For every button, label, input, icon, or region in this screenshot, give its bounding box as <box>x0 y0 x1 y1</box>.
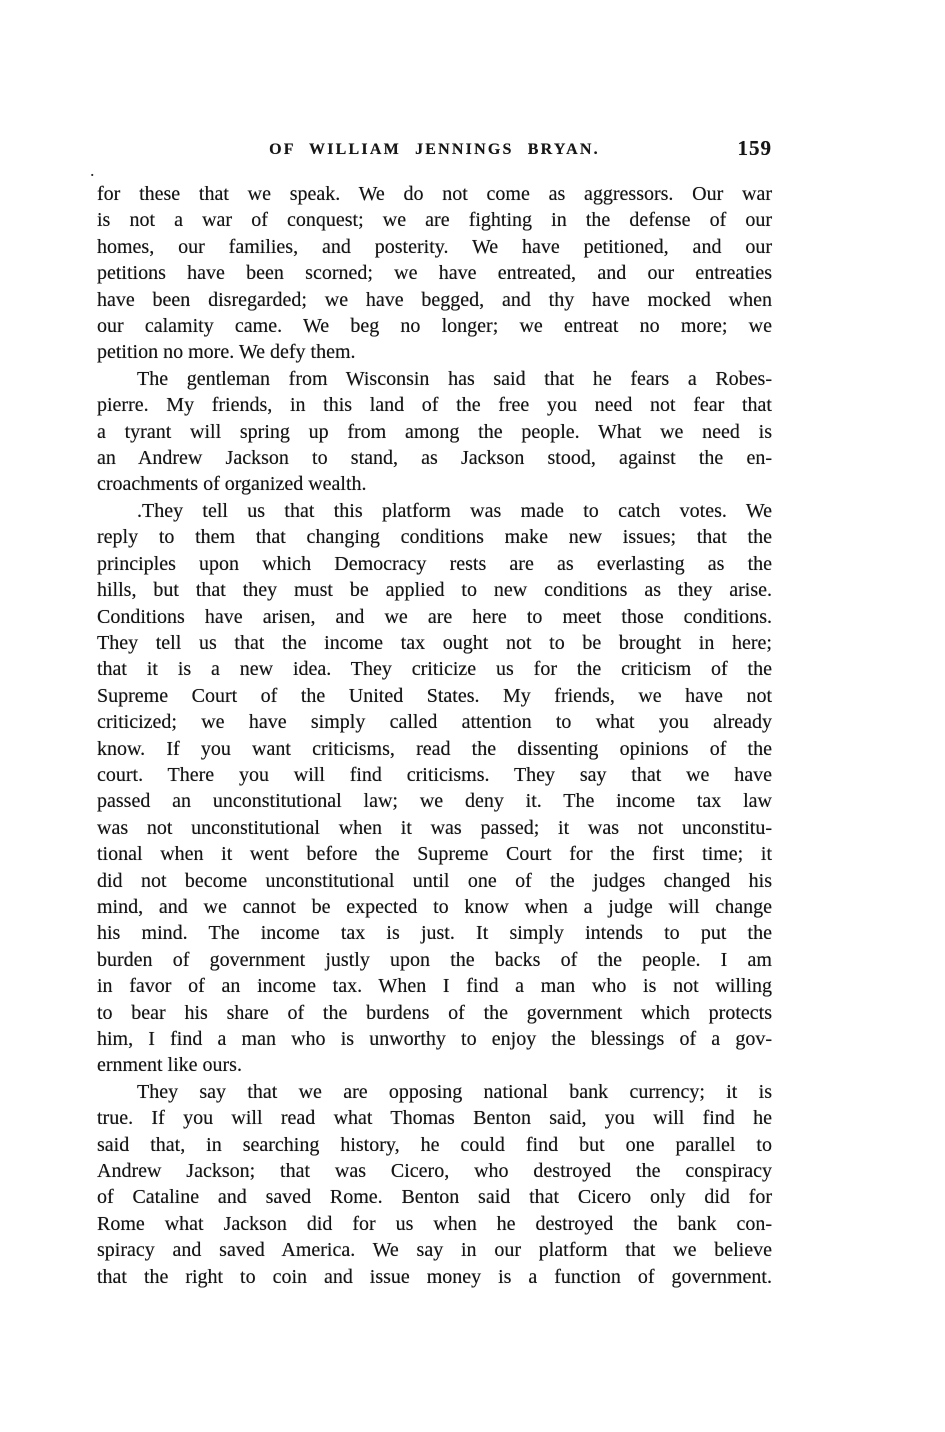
text-line: reply to them that changing conditions make new issues; that the <box>97 526 772 549</box>
text-line: know. If you want criticisms, read the dissenting opinions of the <box>97 737 772 760</box>
text-line: hills, but that they must be applied to new conditions as they arise. <box>97 579 772 602</box>
text-line: passed an unconstitutional law; we deny it. The income tax law <box>97 790 772 813</box>
text-line: did not become unconstitutional until one of the judges changed his <box>97 869 772 892</box>
text-line: for these that we speak. We do not come as aggressors. Our war <box>97 183 772 205</box>
text-line: tional when it went before the Supreme Court for the first time; it <box>97 843 772 866</box>
text-line: homes, our families, and posterity. We have petitioned, and our <box>97 235 772 258</box>
text-line: petition no more. We defy them. <box>97 341 356 364</box>
text-line: Rome what Jackson did for us when he destroyed the bank con- <box>97 1212 772 1235</box>
text-line: that the right to coin and issue money is a function of government. <box>97 1265 772 1288</box>
text-line: true. If you will read what Thomas Benton said, you will find he <box>97 1107 772 1130</box>
text-line: They tell us that the income tax ought not to be brought in here; <box>97 631 772 654</box>
page-number: 159 <box>737 136 772 160</box>
text-line: have been disregarded; we have begged, and thy have mocked when <box>97 288 772 311</box>
text-line: Conditions have arisen, and we are here to meet those conditions. <box>97 605 772 628</box>
text-line: a tyrant will spring up from among the people. What we need is <box>97 420 772 443</box>
text-line: our calamity came. We beg no longer; we entreat no more; we <box>97 315 772 338</box>
text-line: in favor of an income tax. When I find a man who is not willing <box>97 975 772 998</box>
text-line: is not a war of conquest; we are fighting in the defense of our <box>97 209 772 232</box>
page-text <box>97 181 772 1290</box>
text-line: his mind. The income tax is just. It simply intends to put the <box>97 922 772 945</box>
text-line: .They tell us that this platform was made to catch votes. We <box>137 499 772 522</box>
text-line: him, I find a man who is unworthy to enjoy the blessings of a gov- <box>97 1028 772 1050</box>
text-line: Supreme Court of the United States. My friends, we have not <box>97 684 772 707</box>
running-header-title: OF WILLIAM JENNINGS BRYAN. <box>269 141 600 158</box>
text-line: spiracy and saved America. We say in our platform that we believe <box>97 1239 772 1262</box>
text-line: ernment like ours. <box>97 1054 242 1077</box>
text-line: criticized; we have simply called attention to what you already <box>97 711 772 734</box>
text-line: They say that we are opposing national bank currency; it is <box>137 1080 772 1103</box>
text-line: said that, in searching history, he could find but one parallel to <box>97 1133 772 1156</box>
text-line: croachments of organized wealth. <box>97 473 367 496</box>
text-line: to bear his share of the burdens of the government which protects <box>97 1001 772 1024</box>
text-line: pierre. My friends, in this land of the free you need not fear that <box>97 394 772 417</box>
text-line: was not unconstitutional when it was passed; it was not unconstitu- <box>97 816 772 839</box>
text-line: The gentleman from Wisconsin has said that he fears a Robes- <box>137 367 772 390</box>
text-line: Andrew Jackson; that was Cicero, who destroyed the conspiracy <box>97 1160 772 1183</box>
text-line: principles upon which Democracy rests are as everlasting as the <box>97 552 772 575</box>
text-line: burden of government justly upon the backs of the people. I am <box>97 948 772 971</box>
text-line: mind, and we cannot be expected to know when a judge will change <box>97 895 772 918</box>
text-line: of Cataline and saved Rome. Benton said that Cicero only did for <box>97 1186 772 1209</box>
text-line: that it is a new idea. They criticize us for the criticism of the <box>97 658 772 681</box>
text-line: an Andrew Jackson to stand, as Jackson stood, against the en- <box>97 447 772 470</box>
text-line: petitions have been scorned; we have entreated, and our entreaties <box>97 262 772 285</box>
text-line: court. There you will find criticisms. They say that we have <box>97 763 772 786</box>
scan-artifact-dot: . <box>90 160 95 180</box>
